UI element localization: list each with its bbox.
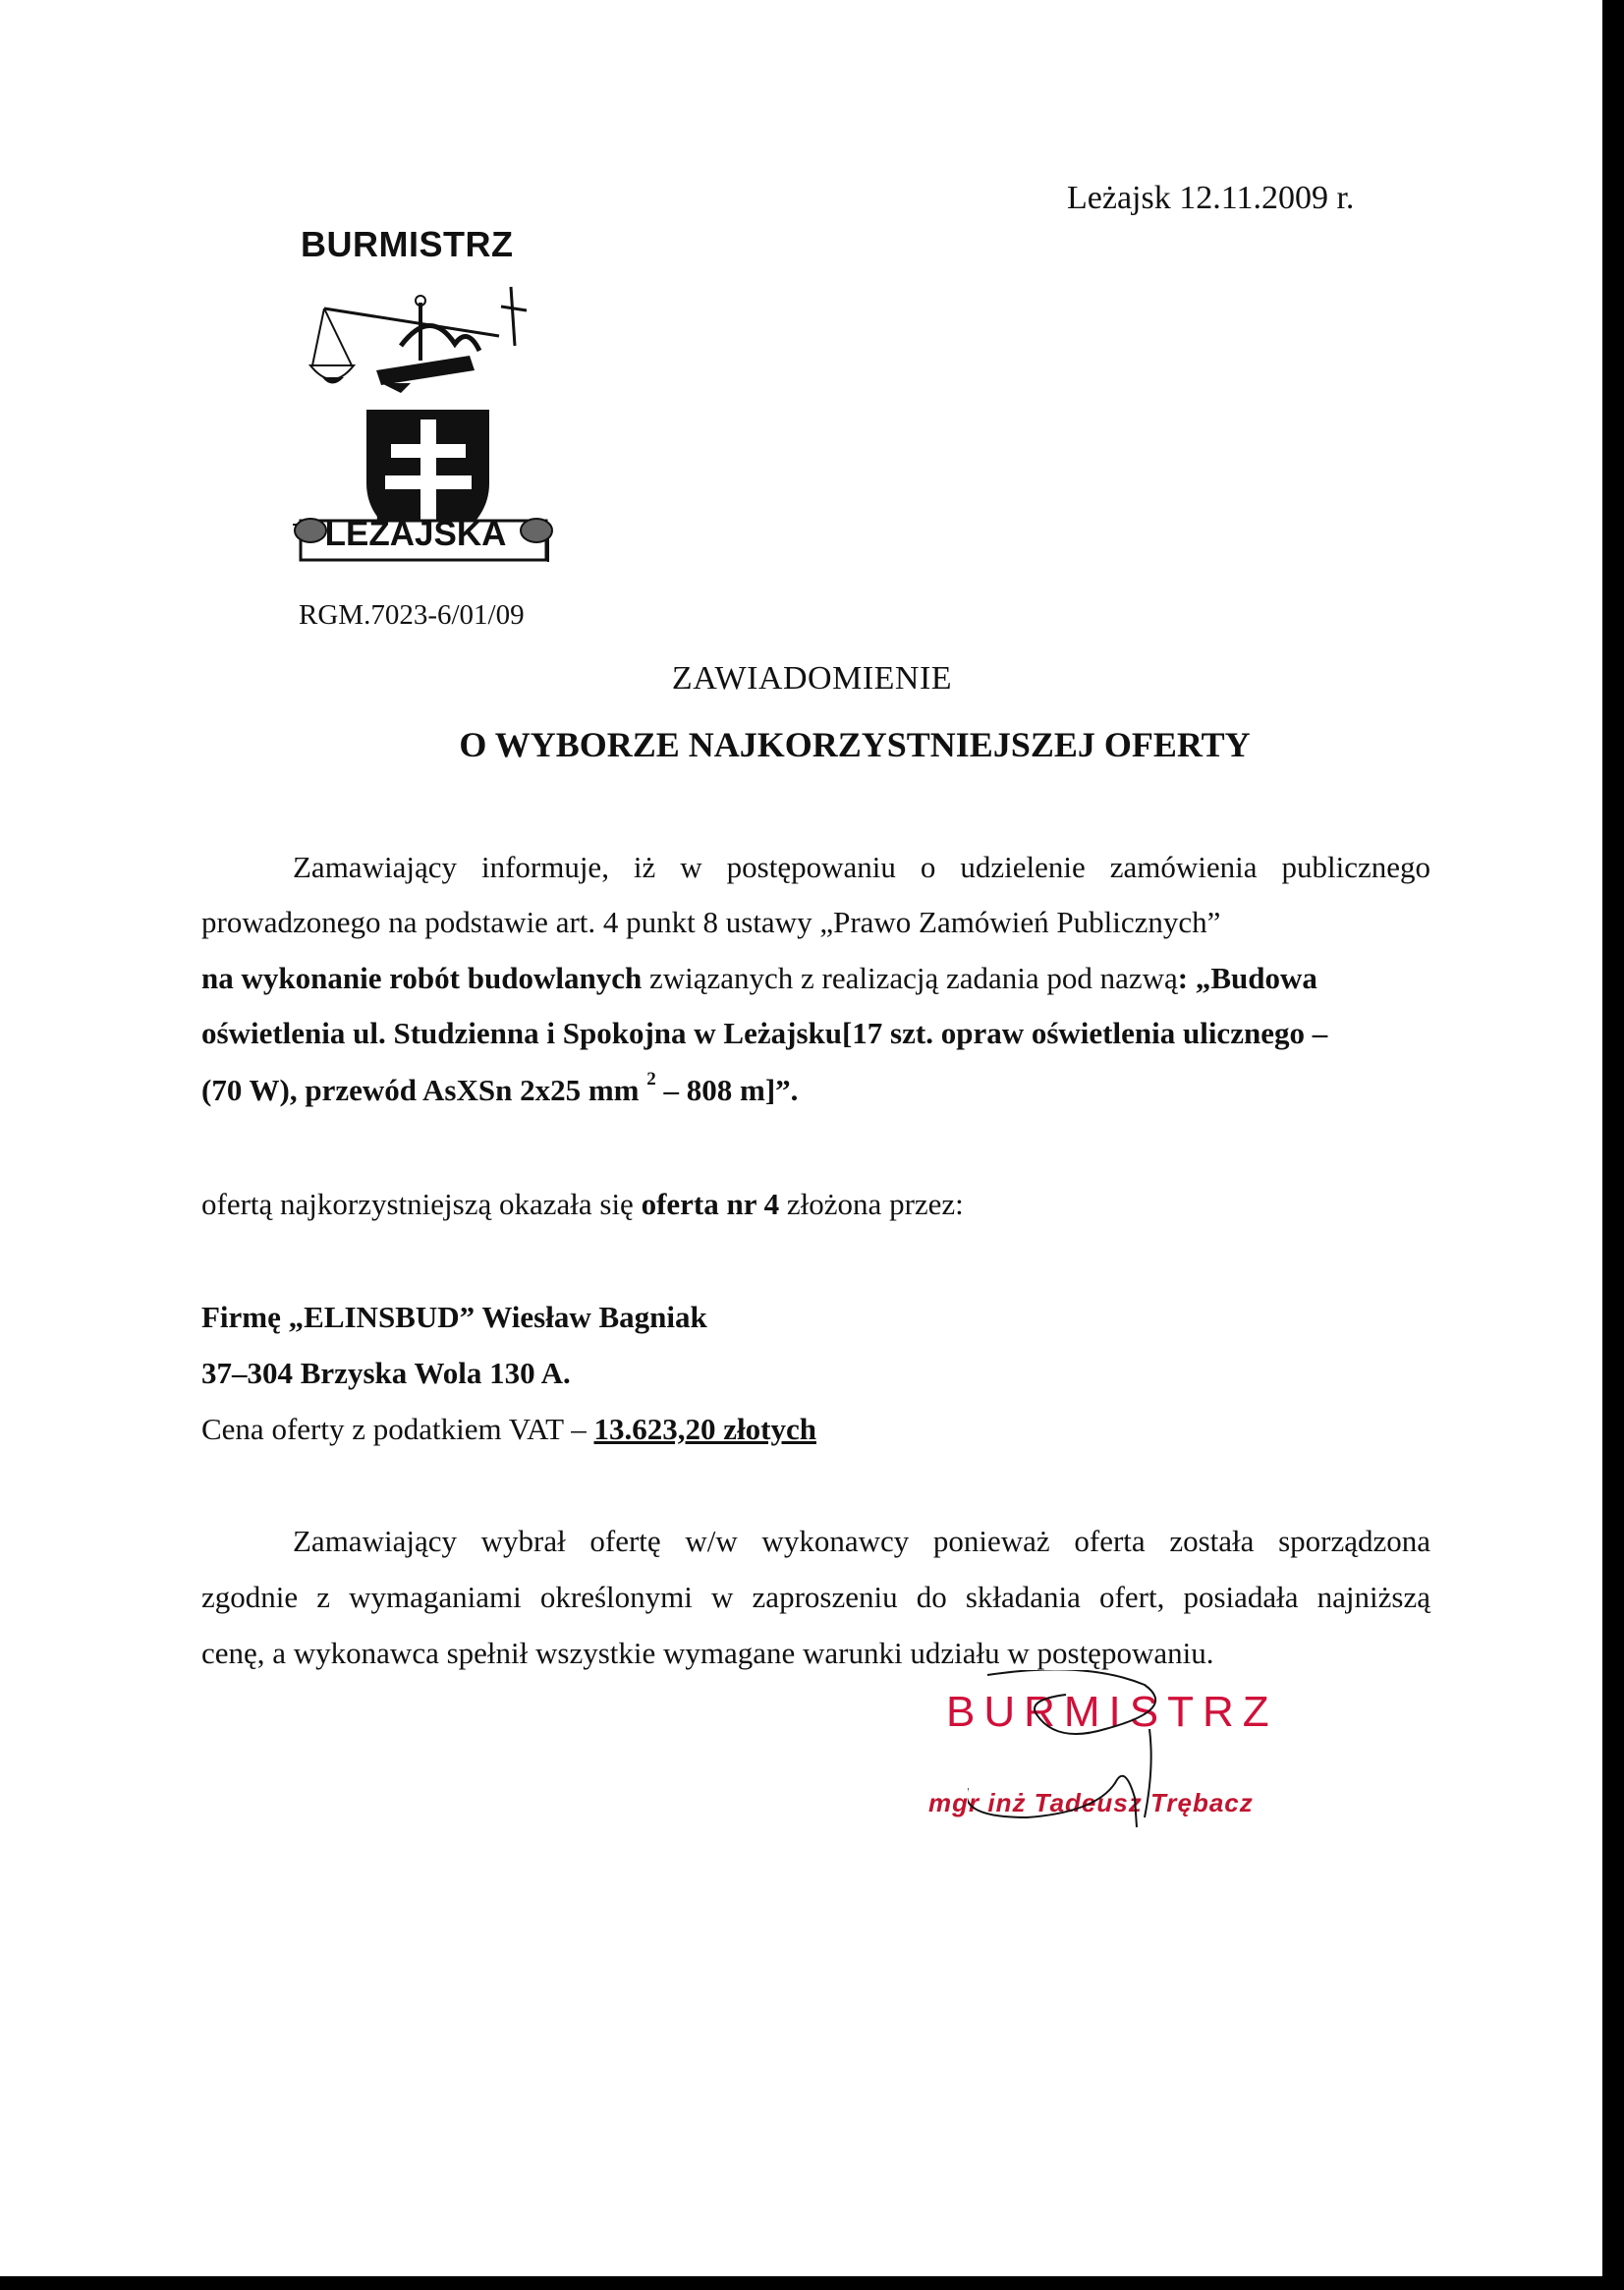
paragraph-2-line-1: na wykonanie robót budowlanych związanych z realizacją zadania pod nazwą: „Budowa bbox=[201, 961, 1317, 995]
paragraph-1-line-1: Zamawiający informuje, iż w postępowaniu o udzielenie zamówienia publicznego bbox=[293, 850, 1430, 884]
paragraph-1-line-2: prowadzonego na podstawie art. 4 punkt 8 ustawy „Prawo Zamówień Publicznych” bbox=[201, 905, 1221, 939]
handwritten-signature bbox=[968, 1670, 1194, 1847]
paragraph-2-line-2: oświetlenia ul. Studzienna i Spokojna w Leżajsku[17 szt. opraw oświetlenia ulicznego – bbox=[201, 1016, 1328, 1050]
crest-bottom-text: LEŻAJSKA bbox=[324, 515, 507, 553]
scan-edge-bottom bbox=[0, 2276, 1624, 2290]
offer-line: ofertą najkorzystniejszą okazała się oferta nr 4 złożona przez: bbox=[201, 1187, 964, 1221]
price-value: 13.623,20 złotych bbox=[593, 1412, 816, 1446]
crest-logo bbox=[283, 224, 568, 563]
stamp-title: BURMISTRZ bbox=[946, 1688, 1278, 1736]
paragraph-2-line-3: (70 W), przewód AsXSn 2x25 mm $^2$ – 808 m]”. bbox=[201, 1069, 799, 1107]
paragraph-3-line-3: cenę, a wykonawca spełnił wszystkie wymagane warunki udziału w postępowaniu. bbox=[201, 1636, 1214, 1670]
stamp-name: mgr inż Tadeusz Trębacz bbox=[928, 1788, 1254, 1817]
reference-number: RGM.7023-6/01/09 bbox=[299, 599, 525, 631]
company-address: 37–304 Brzyska Wola 130 A. bbox=[201, 1356, 571, 1390]
company-name: Firmę „ELINSBUD” Wiesław Bagniak bbox=[201, 1300, 707, 1334]
scan-edge-right bbox=[1602, 0, 1624, 2290]
paragraph-3-line-1: Zamawiający wybrał ofertę w/w wykonawcy ponieważ oferta została sporządzona bbox=[293, 1524, 1430, 1558]
paragraph-3-line-2: zgodnie z wymaganiami określonymi w zaproszeniu do składania ofert, posiadała najniższą bbox=[201, 1580, 1430, 1614]
document-date: Leżajsk 12.11.2009 r. bbox=[1067, 180, 1355, 216]
document-subtitle: O WYBORZE NAJKORZYSTNIEJSZEJ OFERTY bbox=[459, 725, 1251, 764]
crest-top-text: BURMISTRZ bbox=[301, 224, 514, 264]
document-title: ZAWIADOMIENIE bbox=[671, 660, 953, 697]
price-line: Cena oferty z podatkiem VAT – 13.623,20 złotych bbox=[201, 1412, 816, 1446]
